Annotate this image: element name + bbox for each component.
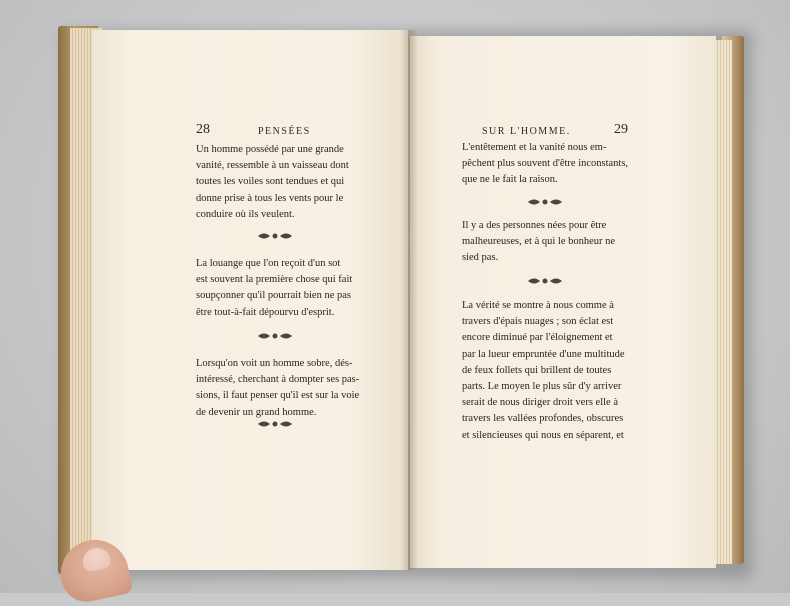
text-line: par la lueur empruntée d'une multitude — [462, 348, 625, 360]
left-paragraph-2 — [196, 256, 362, 321]
text-line: intéressé, cherchant à dompter ses pas- — [196, 374, 360, 386]
right-paragraph-1 — [462, 140, 630, 189]
text-line: de feux follets qui brillent de toutes — [462, 364, 612, 376]
ornament-icon — [256, 419, 294, 429]
text-line: La vérité se montre à nous comme à — [462, 300, 614, 311]
text-line: soupçonner qu'il pourrait bien ne pas — [196, 290, 351, 302]
ornament-icon — [526, 197, 564, 207]
text-line: Il y a des personnes nées pour être — [462, 220, 607, 231]
right-paragraph-3 — [462, 298, 634, 444]
text-line: encore diminué par l'éloignement et — [462, 332, 613, 344]
text-line: et silencieuses qui nous en séparent, et — [462, 429, 624, 441]
text-line: de devenir un grand homme. — [196, 406, 317, 418]
text-line: Un homme possédé par une grande — [196, 144, 344, 155]
text-line: sied pas. — [462, 252, 499, 264]
text-line: travers les vallées profondes, obscures — [462, 413, 624, 425]
text-line: La louange que l'on reçoit d'un sot — [196, 258, 341, 269]
text-line: toutes les voiles sont tendues et qui — [196, 176, 345, 188]
right-page — [410, 36, 716, 568]
text-line: conduire où ils veulent. — [196, 208, 295, 220]
right-page-number: 29 — [614, 122, 628, 137]
left-paragraph-3 — [196, 356, 362, 421]
text-line: être tout-à-fait dépourvu d'esprit. — [196, 306, 335, 318]
text-line: pêchent plus souvent d'être inconstants, — [462, 158, 629, 170]
left-page-number: 28 — [196, 122, 210, 137]
ornament-icon — [256, 231, 294, 241]
text-line: Lorsqu'on voit un homme sobre, dés- — [196, 358, 353, 369]
left-paragraph-1 — [196, 142, 362, 223]
right-running-head: SUR L'HOMME. — [482, 126, 571, 137]
text-line: donne prise à tous les vents pour le — [196, 192, 344, 204]
text-line: travers d'épais nuages ; son éclat est — [462, 316, 614, 328]
left-running-head: PENSÉES — [258, 126, 311, 137]
text-line: vanité, ressemble à un vaisseau dont — [196, 160, 349, 172]
ornament-icon — [256, 331, 294, 341]
text-line: que ne le fait la raison. — [462, 174, 558, 186]
text-line: malheureuses, et à qui le bonheur ne — [462, 236, 616, 248]
text-line: est souvent la première chose qui fait — [196, 274, 353, 286]
right-paragraph-2 — [462, 218, 630, 267]
text-line: sions, il faut penser qu'il est sur la voie — [196, 390, 360, 402]
text-line: serait de nous diriger droit vers elle à — [462, 397, 618, 409]
book-gutter — [400, 30, 418, 570]
text-line: L'entêtement et la vanité nous em- — [462, 142, 607, 153]
ornament-icon — [526, 276, 564, 286]
left-page — [92, 30, 408, 570]
text-line: parts. Le moyen le plus sûr d'y arriver — [462, 381, 622, 393]
